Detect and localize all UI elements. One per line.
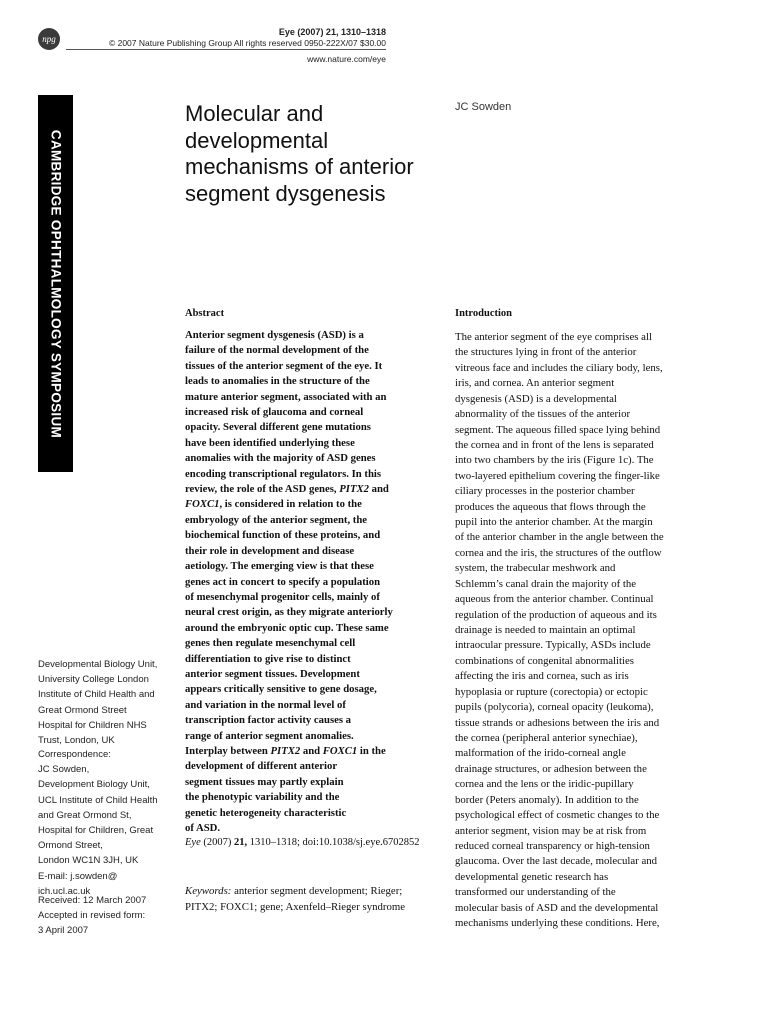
abstract-line: neural crest origin, as they migrate anteriorly bbox=[185, 606, 393, 619]
introduction-line: intraocular pressure. Typically, ASDs include bbox=[455, 639, 651, 652]
abstract-line: differentiation to give rise to distinct bbox=[185, 652, 351, 665]
introduction-line: tissue strands or adhesions between the iris and bbox=[455, 716, 660, 729]
introduction-line: cornea and the iris, the structures of the outflow bbox=[455, 546, 662, 559]
introduction-line: vitreous face and includes the ciliary body, lens, bbox=[455, 361, 663, 374]
introduction-line: glaucoma. Over the last decade, molecular and bbox=[455, 855, 658, 868]
abstract-line: anterior segment tissues. Development bbox=[185, 667, 360, 680]
dates-text: Received: 12 March 2007 Accepted in revised form: 3 April 2007 bbox=[38, 895, 147, 937]
introduction-line: produces the aqueous that flows through the bbox=[455, 500, 646, 513]
abstract-line: Anterior segment dysgenesis (ASD) is a bbox=[185, 329, 364, 341]
introduction-line: aqueous from the anterior chamber. Continual bbox=[455, 593, 654, 606]
introduction-line: pupil into the anterior chamber. At the margin bbox=[455, 516, 653, 529]
introduction-line: the structures lying in front of the anterior bbox=[455, 346, 637, 359]
copyright-line: © 2007 Nature Publishing Group All rights reserved 0950-222X/07 $30.00 bbox=[108, 38, 386, 48]
introduction-line: segment. The aqueous filled space lying behind bbox=[455, 423, 661, 436]
abstract-line: have been identified underlying these bbox=[185, 436, 355, 449]
journal-header bbox=[109, 27, 386, 49]
introduction-line: anterior segment, vision may be at risk from bbox=[455, 824, 647, 837]
abstract-line: failure of the normal development of the bbox=[185, 344, 369, 357]
abstract-line: leads to anomalies in the structure of the bbox=[185, 375, 370, 388]
keywords-block bbox=[185, 884, 435, 915]
introduction-line: Schlemm’s canal drain the majority of the bbox=[455, 577, 637, 590]
introduction-line: psychological effect of cosmetic changes to the bbox=[455, 809, 660, 822]
journal-citation: Eye (2007) 21, 1310–1318 bbox=[278, 27, 386, 37]
introduction-line: mechanisms underlying these conditions. Here, bbox=[455, 917, 660, 930]
keywords-label: Keywords: bbox=[185, 885, 232, 897]
abstract-citation bbox=[185, 837, 420, 848]
abstract-line: the phenotypic variability and the bbox=[185, 791, 340, 804]
introduction-line: hypoplasia or rupture (corectopia) or ectopic bbox=[455, 685, 648, 698]
abstract-line: Interplay between PITX2 and FOXC1 in the bbox=[185, 744, 386, 757]
abstract-line: FOXC1, is considered in relation to the bbox=[185, 498, 362, 511]
introduction-line: the cornea (peripheral anterior synechiae), bbox=[455, 731, 638, 744]
citation-year: (2007) bbox=[203, 837, 232, 848]
header-divider bbox=[66, 49, 386, 50]
abstract-line: around the embryonic optic cup. These same bbox=[185, 621, 389, 634]
abstract-line: appears critically sensitive to gene dosage, bbox=[185, 683, 377, 696]
introduction-line: of the anterior chamber in the angle between the bbox=[455, 531, 664, 544]
symposium-banner bbox=[38, 95, 73, 472]
symposium-banner-text: CAMBRIDGE OPHTHALMOLOGY SYMPOSIUM bbox=[48, 129, 63, 438]
abstract-line: of ASD. bbox=[185, 822, 221, 834]
abstract-line: development of different anterior bbox=[185, 760, 338, 773]
abstract-line: genes act in concert to specify a population bbox=[185, 575, 381, 588]
correspondence-text: Correspondence: JC Sowden, Development Biology Unit, UCL Institute of Child Health and Great Ormond St, Hospital for Children, Great Ormond Street, London WC1N 3JH, UK E-mail: j.sowden@ ich.ucl.ac.uk bbox=[38, 749, 158, 897]
abstract-heading: Abstract bbox=[185, 308, 225, 319]
introduction-line: combinations of congenital abnormalities bbox=[455, 654, 635, 667]
affiliation-text: Developmental Biology Unit, University College London Institute of Child Health and Great Ormond Street Hospital for Children NHS Trust, London, UK bbox=[38, 659, 158, 747]
introduction-line: transformed our understanding of the bbox=[455, 886, 616, 899]
introduction-line: The anterior segment of the eye comprises all bbox=[455, 331, 652, 343]
abstract-body bbox=[185, 328, 435, 836]
abstract-line: and variation in the normal level of bbox=[185, 698, 346, 711]
introduction-line: iris, and cornea. An anterior segment bbox=[455, 377, 615, 390]
introduction-line: the cornea and in front of the lens is separated bbox=[455, 438, 654, 451]
introduction-line: border (Peters anomaly). In addition to the bbox=[455, 793, 639, 806]
introduction-line: pupils (polycoria), corneal opacity (leukoma), bbox=[455, 701, 654, 714]
abstract-line: aetiology. The emerging view is that these bbox=[185, 560, 374, 573]
article-title: Molecular and developmental mechanisms of anterior segment dysgenesis bbox=[185, 101, 414, 206]
abstract-line: segment tissues may partly explain bbox=[185, 775, 344, 788]
abstract-line: anomalies with the majority of ASD genes bbox=[185, 452, 376, 465]
article-author: JC Sowden bbox=[455, 101, 512, 113]
citation-journal: Eye bbox=[185, 837, 201, 848]
introduction-line: cornea and the lens or the iridic-pupillary bbox=[455, 778, 634, 791]
abstract-line: embryology of the anterior segment, the bbox=[185, 513, 368, 526]
abstract-line: genes then regulate mesenchymal cell bbox=[185, 637, 356, 650]
introduction-line: affecting the iris and cornea, such as iris bbox=[455, 670, 629, 683]
abstract-line: their role in development and disease bbox=[185, 544, 355, 557]
abstract-line: transcription factor activity causes a bbox=[185, 714, 352, 727]
introduction-line: developmental genetic research has bbox=[455, 870, 609, 883]
introduction-line: system, the trabecular meshwork and bbox=[455, 562, 616, 575]
abstract-line: encoding transcriptional regulators. In this bbox=[185, 467, 382, 480]
introduction-line: molecular basis of ASD and the developmental bbox=[455, 901, 659, 914]
introduction-heading: Introduction bbox=[455, 308, 512, 319]
abstract-line: genetic heterogeneity characteristic bbox=[185, 806, 347, 819]
abstract-line: increased risk of glaucoma and corneal bbox=[185, 406, 364, 419]
npg-logo: npg bbox=[38, 28, 60, 50]
introduction-body bbox=[455, 330, 710, 931]
abstract-line: opacity. Several different gene mutations bbox=[185, 421, 371, 434]
introduction-line: regulation of the production of aqueous and its bbox=[455, 608, 657, 621]
citation-volume: 21, bbox=[234, 837, 248, 848]
introduction-line: dysgenesis (ASD) is a developmental bbox=[455, 392, 617, 405]
introduction-line: reduced corneal transparency or high-tension bbox=[455, 839, 650, 852]
introduction-line: drainage structures, or adhesion between the bbox=[455, 762, 647, 775]
keywords-text: anterior segment development; Rieger; PITX2; FOXC1; gene; Axenfeld–Rieger syndrome bbox=[185, 885, 406, 913]
abstract-line: of mesenchymal progenitor cells, mainly of bbox=[185, 590, 380, 603]
introduction-line: two-layered epithelium covering the finger-like bbox=[455, 469, 660, 482]
introduction-line: drainage is needed to maintain an optimal bbox=[455, 624, 636, 637]
affiliation-block bbox=[38, 657, 172, 748]
correspondence-block bbox=[38, 747, 172, 899]
abstract-line: tissues of the anterior segment of the eye. It bbox=[185, 359, 383, 372]
dates-block bbox=[38, 893, 172, 939]
introduction-line: ciliary processes in the posterior chamber bbox=[455, 485, 635, 498]
abstract-line: range of anterior segment anomalies. bbox=[185, 729, 354, 742]
citation-pages-doi: 1310–1318; doi:10.1038/sj.eye.6702852 bbox=[249, 837, 420, 848]
abstract-line: mature anterior segment, associated with an bbox=[185, 390, 387, 403]
abstract-line: biochemical function of these proteins, and bbox=[185, 529, 381, 542]
introduction-line: malformation of the irido-corneal angle bbox=[455, 747, 626, 760]
abstract-line: review, the role of the ASD genes, PITX2 and bbox=[185, 483, 389, 496]
journal-url: www.nature.com/eye bbox=[307, 54, 386, 64]
introduction-line: into two chambers by the iris (Figure 1c). The bbox=[455, 454, 654, 467]
introduction-line: abnormality of the tissues of the anterior bbox=[455, 408, 631, 421]
